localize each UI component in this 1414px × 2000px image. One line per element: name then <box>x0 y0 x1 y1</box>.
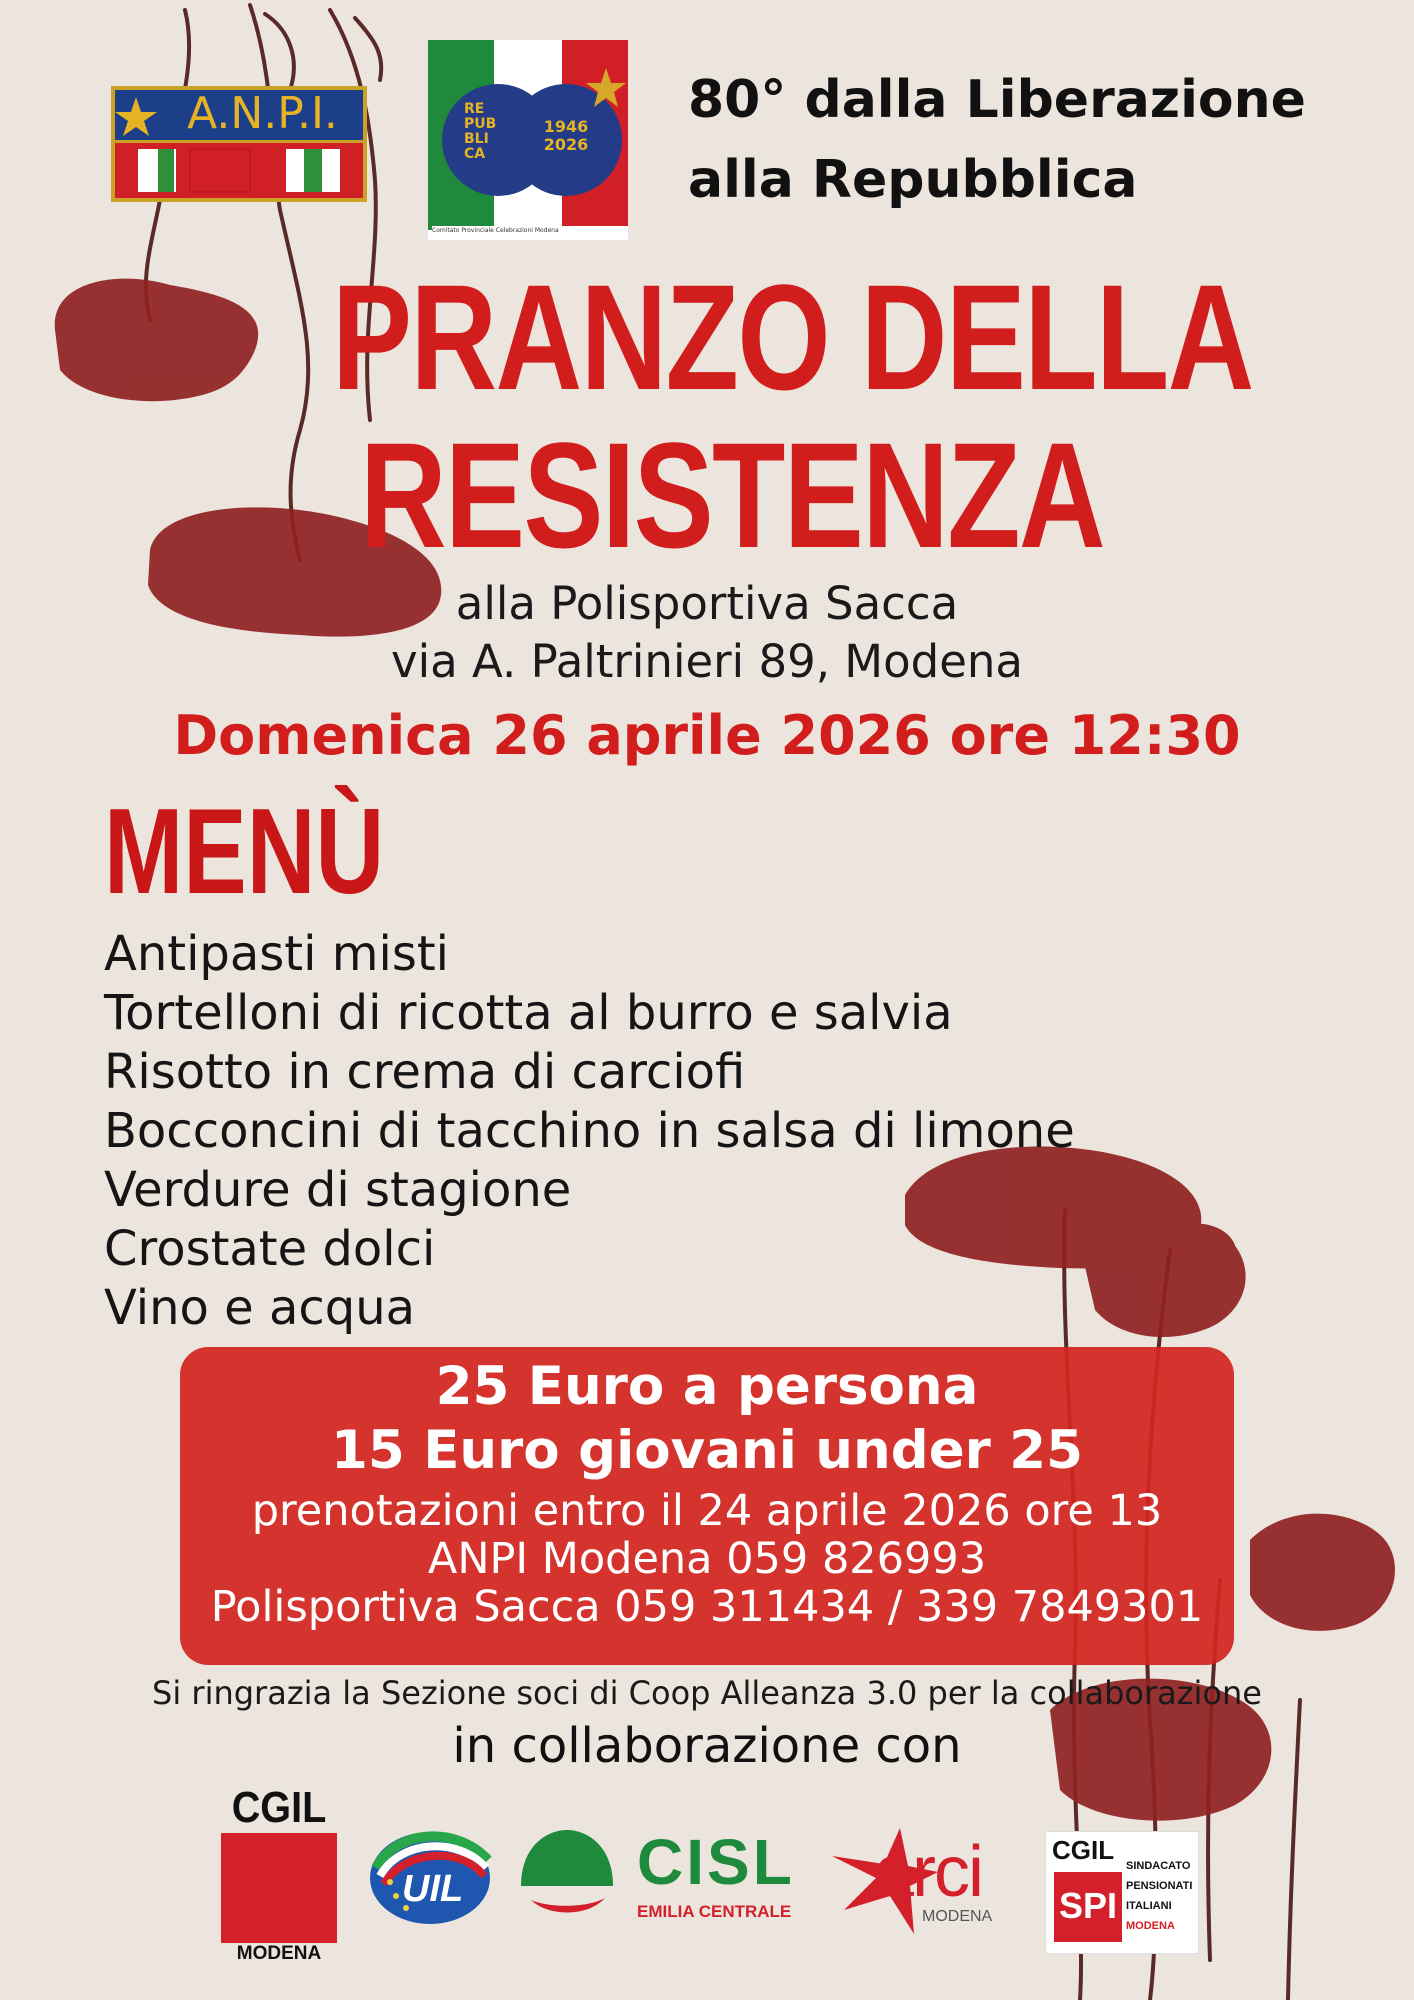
event-title-line1: PRANZO DELLA <box>332 253 1253 421</box>
spi-desc-line: MODENA <box>1126 1920 1175 1932</box>
menu-item: Vino e acqua <box>104 1280 416 1336</box>
event-datetime: Domenica 26 aprile 2026 ore 12:30 <box>173 704 1241 767</box>
thanks-note: Si ringrazia la Sezione soci di Coop Alleanza 3.0 per la collaborazione <box>152 1674 1262 1712</box>
repubblica-word-line: RE <box>464 101 485 117</box>
anpi-logo <box>110 85 368 203</box>
menu-list <box>104 925 1075 1338</box>
arci-modena-logo <box>830 1826 1010 1946</box>
venue <box>207 575 1207 691</box>
spi-logo-name: SPI <box>1058 1885 1118 1926</box>
collaboration-label: in collaborazione con <box>452 1718 962 1774</box>
repubblica-word-line: BLI <box>464 131 489 147</box>
price-young: 15 Euro giovani under 25 <box>330 1420 1083 1481</box>
tagline-line1: 80° dalla Liberazione <box>688 70 1306 130</box>
year-start: 1946 <box>543 117 589 136</box>
price-adult: 25 Euro a persona <box>435 1356 979 1417</box>
cgil-red-square <box>221 1833 337 1943</box>
spi-description <box>1126 1856 1192 1936</box>
spi-cgil-name: CGIL <box>1052 1835 1115 1865</box>
year-end: 2026 <box>543 135 589 154</box>
spi-desc-line: PENSIONATI <box>1126 1880 1193 1892</box>
cgil-logo-city: MODENA <box>236 1943 322 1964</box>
menu-title: MENÙ <box>104 783 385 919</box>
anpi-logo-text: A.N.P.I. <box>187 88 338 139</box>
repubblica-caption: Comitato Provinciale Celebrazioni Modena <box>432 226 628 236</box>
repubblica-years <box>538 118 594 154</box>
repubblica-word-line: CA <box>464 146 486 162</box>
repubblica-80-logo <box>428 40 628 240</box>
menu-item: Risotto in crema di carciofi <box>104 1044 746 1100</box>
spi-desc-line: SINDACATO <box>1126 1860 1191 1872</box>
menu-item: Tortelloni di ricotta al burro e salvia <box>104 985 953 1041</box>
uil-logo-name: UIL <box>402 1868 464 1910</box>
repubblica-word <box>464 102 524 162</box>
contact-anpi: ANPI Modena 059 826993 <box>427 1534 987 1584</box>
menu-item: Crostate dolci <box>104 1221 436 1277</box>
cisl-logo <box>517 1826 807 1926</box>
menu-item: Verdure di stagione <box>104 1162 572 1218</box>
menu-item: Antipasti misti <box>104 926 449 982</box>
cisl-logo-name: CISL <box>637 1826 795 1898</box>
cgil-modena-logo <box>218 1783 340 1964</box>
spi-cgil-logo <box>1045 1831 1199 1954</box>
repubblica-word-line: PUB <box>464 116 497 132</box>
event-title-line2: RESISTENZA <box>359 411 1105 579</box>
tagline-line2: alla Repubblica <box>688 150 1138 210</box>
uil-logo <box>366 1820 494 1928</box>
cisl-logo-region: EMILIA CENTRALE <box>637 1902 792 1921</box>
menu-item: Bocconcini di tacchino in salsa di limone <box>104 1103 1075 1159</box>
event-title <box>232 253 1253 579</box>
tagline <box>688 60 1388 220</box>
venue-address: via A. Paltrinieri 89, Modena <box>390 635 1024 688</box>
arci-logo-city: MODENA <box>922 1908 993 1925</box>
price-box <box>180 1347 1234 1665</box>
cgil-logo-name: CGIL <box>231 1783 327 1832</box>
spi-desc-line: ITALIANI <box>1126 1900 1172 1912</box>
venue-name: alla Polisportiva Sacca <box>455 577 959 630</box>
arci-logo-name: arci <box>874 1832 983 1912</box>
booking-deadline: prenotazioni entro il 24 aprile 2026 ore 13 <box>251 1486 1163 1536</box>
contact-polisportiva: Polisportiva Sacca 059 311434 / 339 7849301 <box>210 1582 1204 1632</box>
